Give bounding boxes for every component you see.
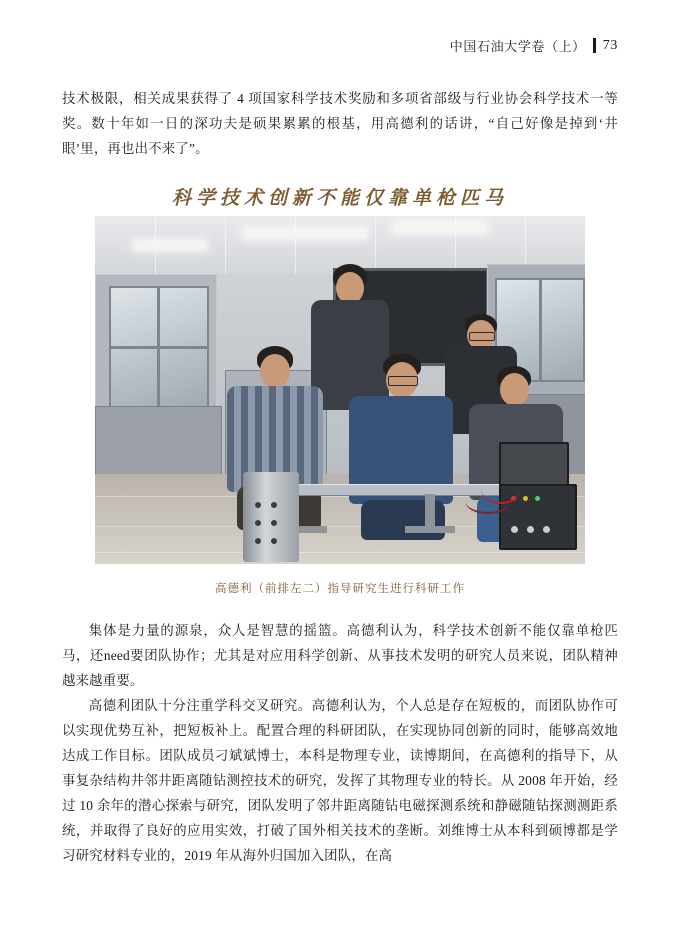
- page-number: 73: [602, 37, 618, 53]
- photo-scene: [95, 216, 585, 564]
- figure-caption: 高德利（前排左二）指导研究生进行科研工作: [215, 581, 465, 595]
- figure-photo: [95, 216, 585, 564]
- paragraph: 集体是力量的源泉，众人是智慧的摇篮。高德利认为，科学技术创新不能仅靠单枪匹马，还need要团队协作；尤其是对应用科学创新、从事技术发明的研究人员来说，团队精神越来越重要。: [62, 623, 618, 688]
- book-title: 中国石油大学卷（上）: [449, 40, 586, 55]
- section-heading: 科学技术创新不能仅靠单枪匹马: [171, 187, 508, 209]
- paragraph: 高德利团队十分注重学科交叉研究。高德利认为，个人总是存在短板的，而团队协作可以实现优势互补，把短板补上。配置合理的科研团队，在实现协同创新的同时，能够高效地达成工作目标。团队成员刁斌斌博士，本科是物理专业，读博期间，在高德利的指导下，从事复杂结构井邻井距离随钻测控技术的研究，发挥了其物理专业的特长。从 2008 年开始，经过 10 余年的潜心探索与研究，团队发明了邻井距离随钻电磁探测系统和静磁随钻探测测距系统，并取得了良好的应用实效，打破了国外相关技术的垄断。刘维博士从本科到硕博都是学习研究材料专业的，2019 年从海外归国加入团队，在高: [62, 698, 618, 863]
- running-header: [450, 36, 618, 55]
- downhole-tool: [243, 472, 299, 562]
- person-center-seated: [343, 354, 459, 540]
- body-text-bottom: [62, 618, 618, 868]
- body-text-top: [62, 86, 618, 161]
- paragraph: 技术极限，相关成果获得了 4 项国家科学技术奖励和多项省部级与行业协会科学技术一等奖。数十年如一日的深功夫是硕果累累的根基，用高德利的话讲，“自己好像是掉到‘井眼’里，再也出不来了”。: [62, 91, 618, 156]
- header-divider: [593, 38, 596, 53]
